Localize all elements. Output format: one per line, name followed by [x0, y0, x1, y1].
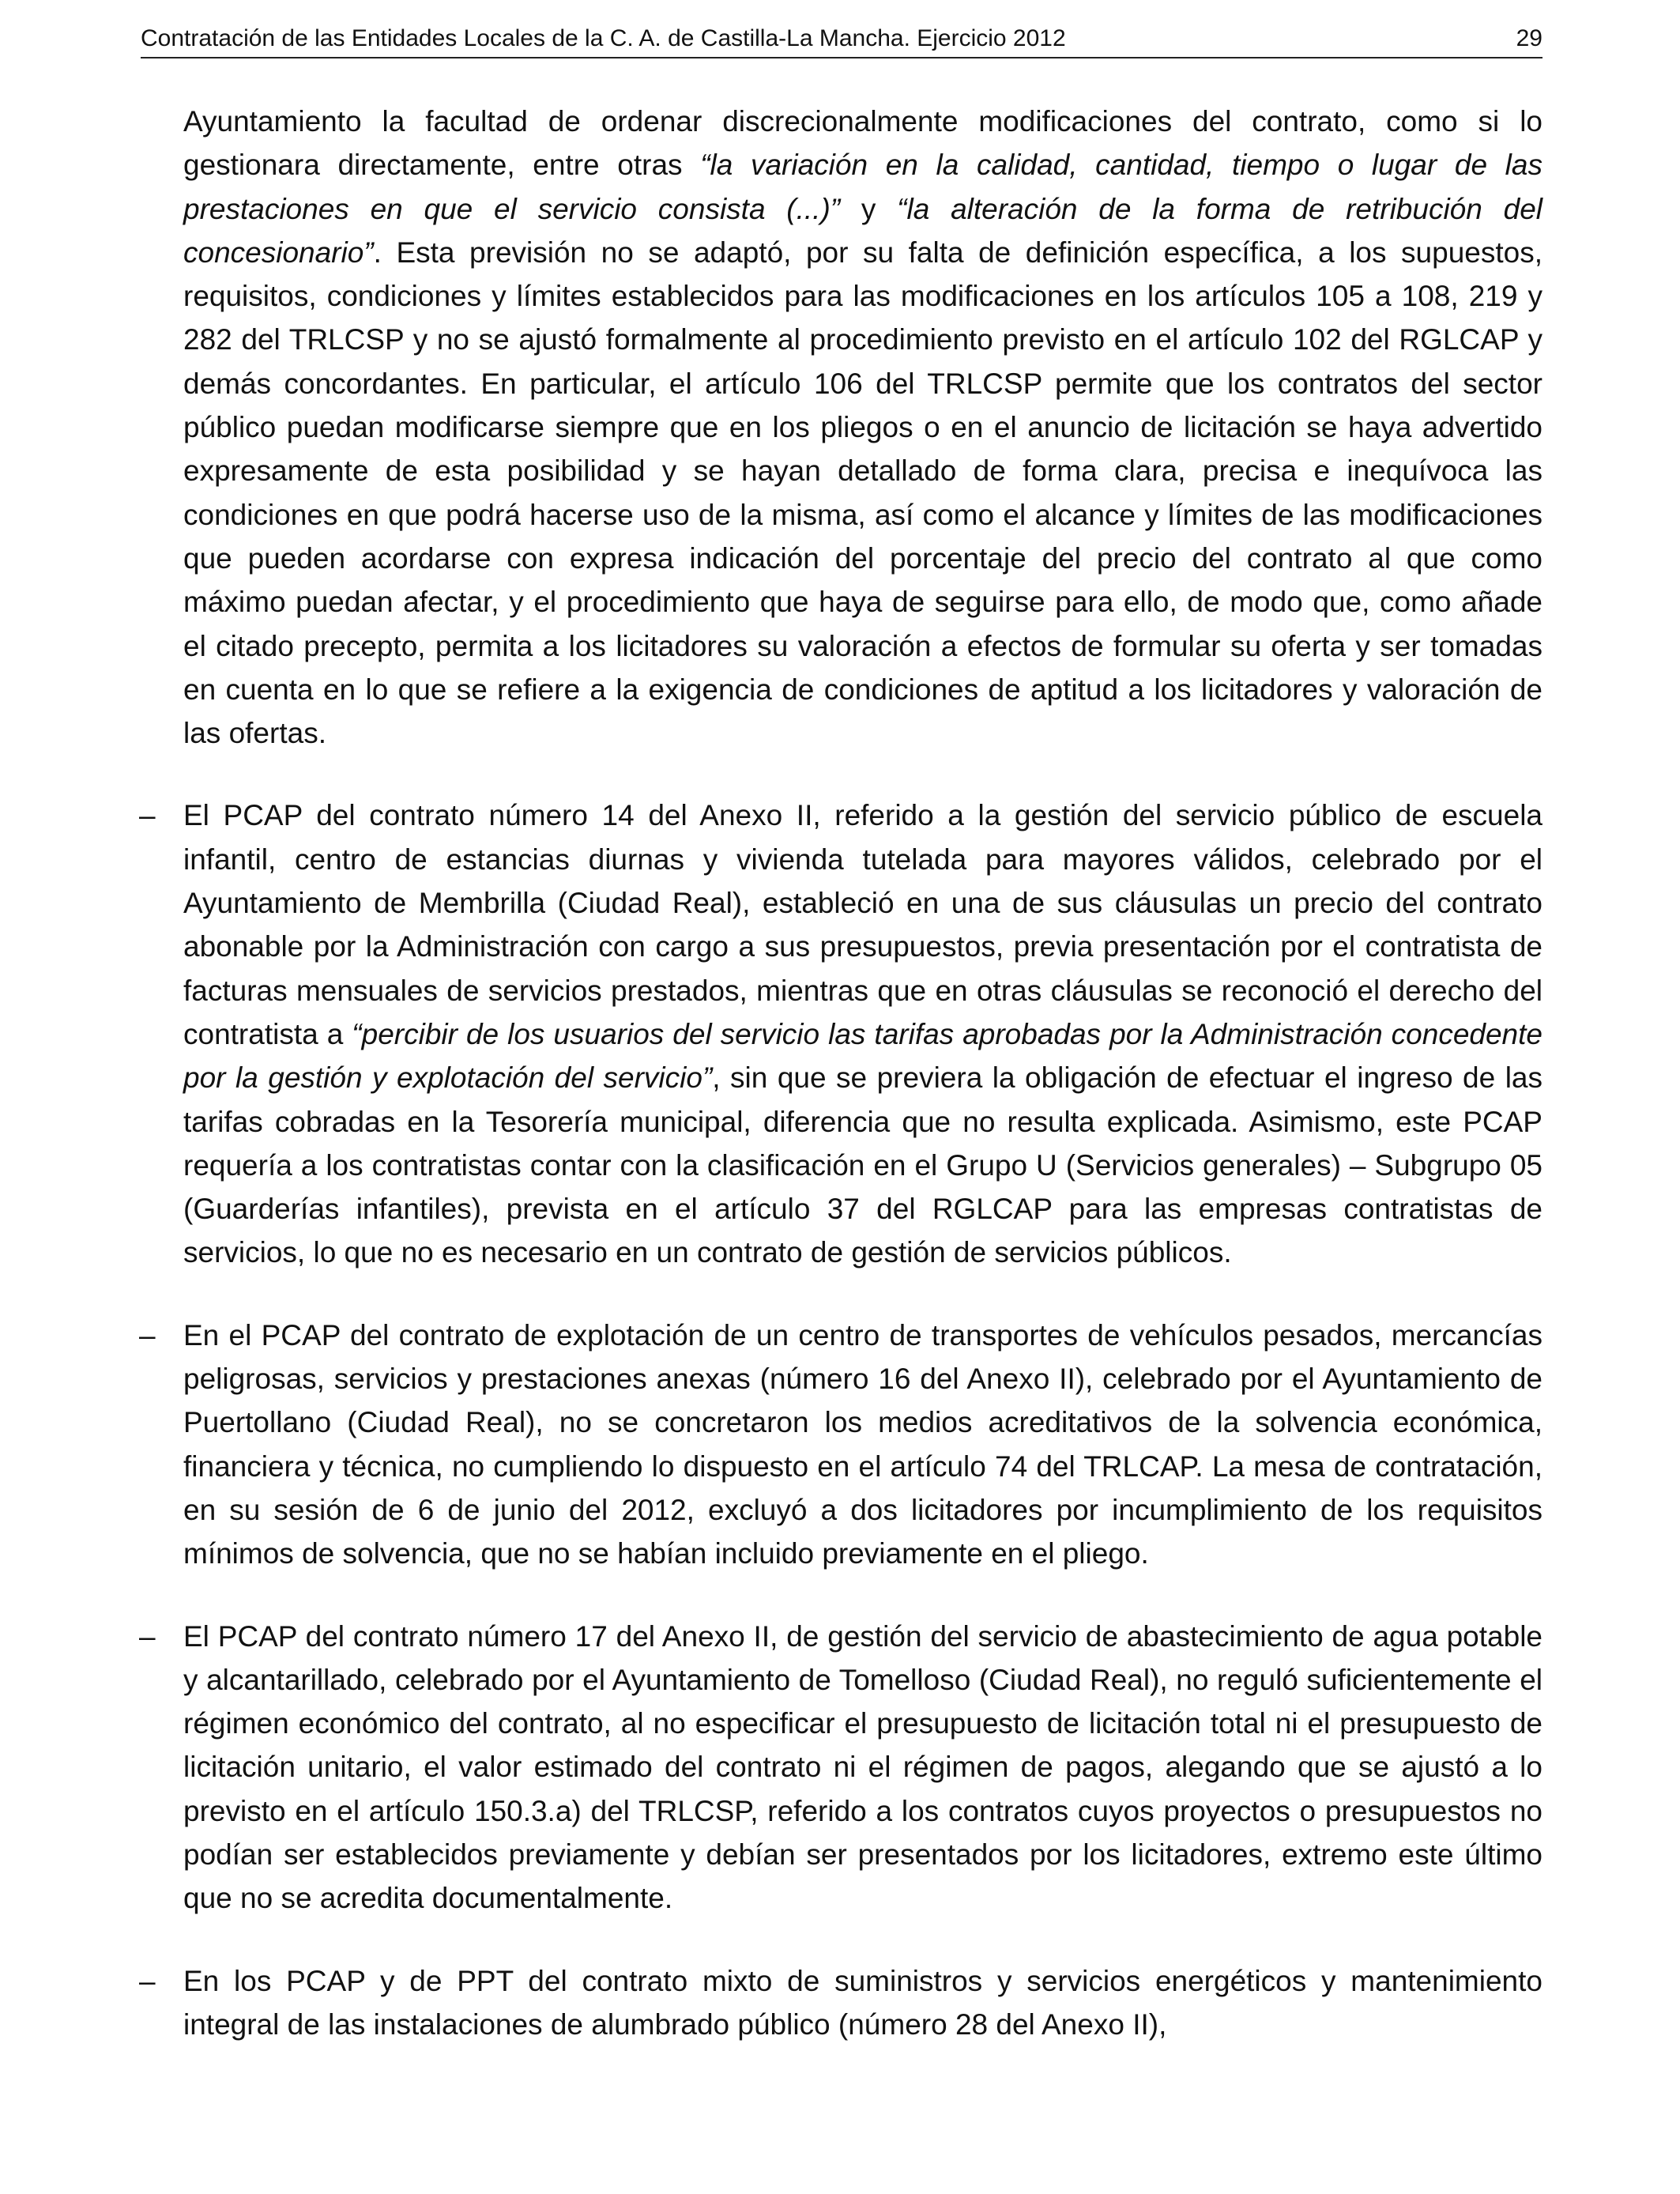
list-item	[139, 1314, 1543, 1576]
quoted-text: “la variación en la calidad, cantidad, tiempo o lugar de las prestaciones en que el servicio consista (...)”	[183, 149, 1543, 225]
running-header	[141, 21, 1543, 58]
quoted-text: “la alteración de la forma de retribución del concesionario”	[183, 192, 1543, 269]
paragraph-text: , sin que se previera la obligación de efectuar el ingreso de las tarifas cobradas en la Tesorería municipal, diferencia que no resulta explicada. Asimismo, este PCAP requería a los contratistas contar con la clasificación en el Grupo U (Servicios generales) – Subgrupo 05 (Guarderías infantiles), prevista en el artículo 37 del RGLCAP para las empresas contratistas de servicios, lo que no es necesario en un contrato de gestión de servicios públicos.	[183, 1061, 1543, 1269]
dash-bullet: –	[139, 1619, 156, 1653]
paragraph-text: Ayuntamiento la facultad de ordenar discrecionalmente modificaciones del contrato, como si lo gestionara directamente, entre otras	[183, 105, 1543, 182]
paragraph-text: . Esta previsión no se adaptó, por su falta de definición específica, a los supuestos, requisitos, condiciones y límites establecidos para las modificaciones en los artículos 105 a 108, 219 y 282 del TRLCSP y no se ajustó formalmente al procedimiento previsto en el artículo 102 del RGLCAP y demás concordantes. En particular, el artículo 106 del TRLCSP permite que los contratos del sector público puedan modificarse siempre que en los pliegos o en el anuncio de licitación se haya advertido expresamente de esta posibilidad y se hayan detallado de forma clara, precisa e inequívoca las condiciones en que podrá hacerse uso de la misma, así como el alcance y límites de las modificaciones que pueden acordarse con expresa indicación del porcentaje del precio del contrato al que como máximo puedan afectar, y el procedimiento que haya de seguirse para ello, de modo que, como añade el citado precepto, permita a los licitadores su valoración a efectos de formular su oferta y ser tomadas en cuenta en lo que se refiere a la exigencia de condiciones de aptitud a los licitadores y valoración de las ofertas.	[183, 236, 1543, 750]
list-item	[139, 1615, 1543, 1921]
list-item	[139, 794, 1543, 1274]
list-item-text	[183, 794, 1543, 1274]
quoted-text: “percibir de los usuarios del servicio las tarifas aprobadas por la Administración concedente por la gestión y explotación del servicio”	[183, 1017, 1543, 1095]
dash-bullet: –	[139, 1964, 156, 1997]
document-title: Contratación de las Entidades Locales de la C. A. de Castilla-La Mancha. Ejercicio 2012	[141, 25, 1066, 51]
continuation-paragraph	[183, 100, 1543, 755]
list-item-text: El PCAP del contrato número 17 del Anexo II, de gestión del servicio de abastecimiento de agua potable y alcantarillado, celebrado por el Ayuntamiento de Tomelloso (Ciudad Real), no reguló suficientemente el régimen económico del contrato, al no especificar el presupuesto de licitación total ni el presupuesto de licitación unitario, el valor estimado del contrato ni el régimen de pagos, alegando que se ajustó a lo previsto en el artículo 150.3.a) del TRLCSP, referido a los contratos cuyos proyectos o presupuestos no podían ser establecidos previamente y debían ser presentados por los licitadores, extremo este último que no se acredita documentalmente.	[183, 1619, 1543, 1915]
paragraph-text: El PCAP del contrato número 14 del Anexo II, referido a la gestión del servicio público de escuela infantil, centro de estancias diurnas y vivienda tutelada para mayores válidos, celebrado por el Ayuntamiento de Membrilla (Ciudad Real), estableció en una de sus cláusulas un precio del contrato abonable por la Administración con cargo a sus presupuestos, previa presentación por el contratista de facturas mensuales de servicios prestados, mientras que en otras cláusulas se reconoció el derecho del contratista a	[183, 799, 1543, 1050]
page-number: 29	[1516, 25, 1543, 51]
list-item-text: En los PCAP y de PPT del contrato mixto de suministros y servicios energéticos y mantenimiento integral de las instalaciones de alumbrado público (número 28 del Anexo II),	[183, 1964, 1543, 2041]
paragraph-text: y	[840, 192, 898, 225]
list-item	[139, 1959, 1543, 2047]
list-item-text: En el PCAP del contrato de explotación de un centro de transportes de vehículos pesados, mercancías peligrosas, servicios y prestaciones anexas (número 16 del Anexo II), celebrado por el Ayuntamiento de Puertollano (Ciudad Real), no se concretaron los medios acreditativos de la solvencia económica, financiera y técnica, no cumpliendo lo dispuesto en el artículo 74 del TRLCAP. La mesa de contratación, en su sesión de 6 de junio del 2012, excluyó a dos licitadores por incumplimiento de los requisitos mínimos de solvencia, que no se habían incluido previamente en el pliego.	[183, 1318, 1543, 1570]
dash-bullet: –	[139, 1318, 156, 1351]
page-body	[139, 100, 1543, 2046]
dash-bullet: –	[139, 799, 156, 832]
